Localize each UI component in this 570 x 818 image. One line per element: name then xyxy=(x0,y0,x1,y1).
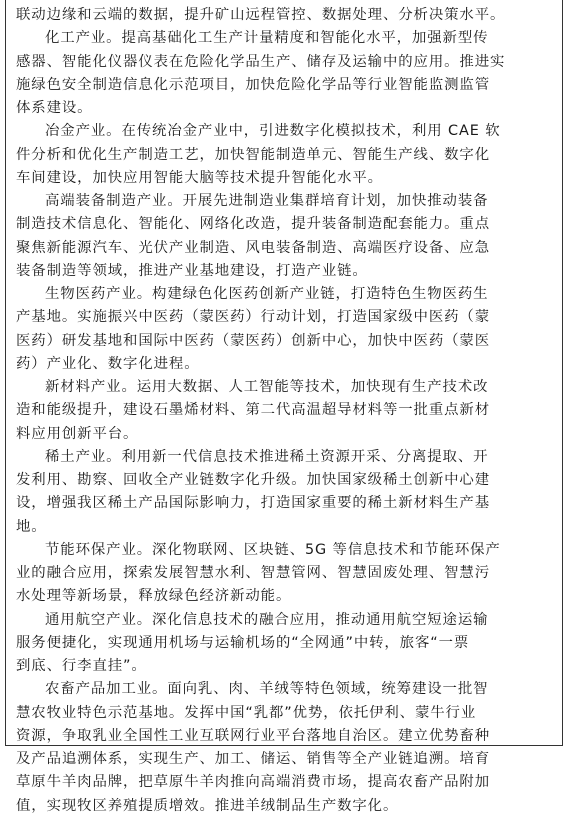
text-line: 药）产业化、数字化进程。 xyxy=(16,355,200,372)
text-line: 车间建设，加快应用智能大脑等技术提升智能化水平。 xyxy=(16,169,383,186)
text-line: 体系建设。 xyxy=(16,100,93,116)
text-line: 设，增强我区稀土产品国际影响力，打造国家重要的稀土新材料生产基 xyxy=(16,495,491,512)
text-line: 造和能级提升，建设石墨烯材料、第二代高温超导材料等一批重点新材 xyxy=(16,402,491,419)
text-line: 节能环保产业。深化物联网、区块链、5G 等信息技术和节能环保产 xyxy=(45,541,501,558)
text-line: 资源，争取乳业全国性工业互联网行业平台落地自治区。建立优势畜种 xyxy=(16,727,491,744)
text-line: 联动边缘和云端的数据，提升矿山远程管控、数据处理、分析决策水平。 xyxy=(16,7,506,23)
text-line: 施绿色安全制造信息化示范项目，加快危险化学品等行业智能监测监管 xyxy=(16,76,491,93)
text-line: 感器、智能化仪器仪表在危险化学品生产、储存及运输中的应用。推进实 xyxy=(16,53,506,70)
text-line: 料应用创新平台。 xyxy=(16,425,139,442)
text-line: 产基地。实施振兴中医药（蒙医药）行动计划，打造国家级中医药（蒙 xyxy=(16,309,491,326)
text-line: 值，实现牧区养殖提质增效。推进羊绒制品生产数字化。 xyxy=(16,797,399,814)
text-line: 化工产业。提高基础化工生产计量精度和智能化水平，加强新型传 xyxy=(45,30,489,47)
text-line: 冶金产业。在传统冶金产业中，引进数字化模拟技术，利用 CAE 软 xyxy=(45,123,501,140)
text-line: 生物医药产业。构建绿色化医药创新产业链，打造特色生物医药生 xyxy=(45,286,489,302)
text-line: 装备制造等领域，推进产业基地建设，打造产业链。 xyxy=(16,262,368,279)
document-body xyxy=(16,4,564,818)
text-line: 高端装备制造产业。开展先进制造业集群培育计划，加快推动装备 xyxy=(45,193,489,209)
text-line: 通用航空产业。深化信息技术的融合应用，推动通用航空短途运输 xyxy=(45,611,489,628)
text-line: 发利用、勘察、回收全产业链数字化升级。加快国家级稀土创新中心建 xyxy=(16,472,491,488)
text-line: 聚焦新能源汽车、光伏产业制造、风电装备制造、高端医疗设备、应急 xyxy=(16,239,491,256)
text-line: 慧农牧业特色示范基地。发挥中国“乳都”优势，依托伊利、蒙牛行业 xyxy=(16,704,477,721)
text-line: 医药）研发基地和国际中医药（蒙医药）创新中心，加快中医药（蒙医 xyxy=(16,332,491,349)
text-line: 新材料产业。运用大数据、人工智能等技术，加快现有生产技术改 xyxy=(45,379,489,395)
text-line: 地。 xyxy=(16,518,47,535)
text-line: 稀土产业。利用新一代信息技术推进稀土资源开采、分离提取、开 xyxy=(45,448,489,465)
document-frame xyxy=(5,0,563,814)
text-line: 水处理等新场景，释放绿色经济新动能。 xyxy=(16,588,292,605)
text-line: 制造技术信息化、智能化、网络化改造，提升装备制造配套能力。重点 xyxy=(16,216,491,233)
text-line: 农畜产品加工业。面向乳、肉、羊绒等特色领域，统筹建设一批智 xyxy=(45,681,489,698)
text-line: 草原牛羊肉品牌，把草原牛羊肉推向高端消费市场，提高农畜产品附加 xyxy=(16,774,491,791)
text-line: 及产品追溯体系，实现生产、加工、储运、销售等全产业链追溯。培育 xyxy=(16,751,491,767)
text-line: 到底、行李直挂”。 xyxy=(16,658,147,674)
text-line: 服务便捷化，实现通用机场与运输机场的“全网通”中转，旅客“一票 xyxy=(16,634,470,651)
text-line: 件分析和优化生产制造工艺，加快智能制造单元、智能生产线、数字化 xyxy=(16,146,491,163)
text-line: 业的融合应用，探索发展智慧水利、智慧管网、智慧固废处理、智慧污 xyxy=(16,565,491,581)
